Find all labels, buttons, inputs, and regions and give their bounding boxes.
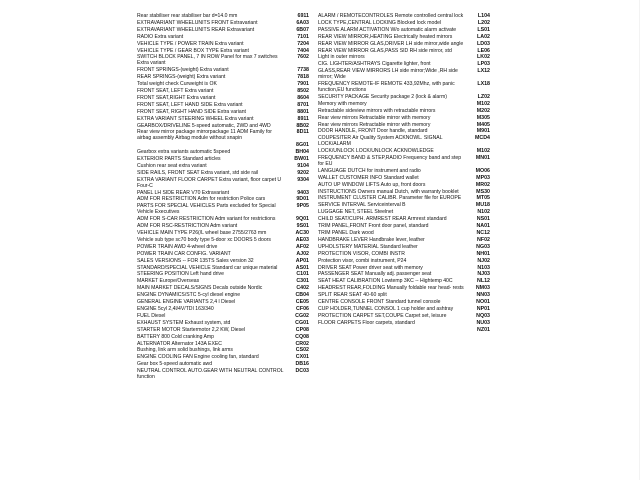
option-code: NG03	[476, 243, 490, 250]
option-description: STANDARD/SPECIAL VEHICLE Standard car unique material	[137, 264, 278, 271]
option-row	[318, 314, 490, 320]
option-description: VEHICLE TYPE / POWER TRAIN Extra variant	[137, 40, 244, 47]
option-description: BATTERY 800 Cold cranking Amp	[137, 333, 215, 340]
option-code: 9104	[297, 162, 309, 169]
option-code: 8604	[297, 94, 309, 101]
option-code: MCD4	[474, 135, 490, 142]
option-code: NJ02	[477, 257, 490, 264]
option-code: AE03	[295, 236, 309, 243]
option-row	[318, 169, 490, 175]
option-code: MT05	[476, 195, 490, 202]
option-description: SPLIT REAR SEAT 40-60 split	[318, 292, 387, 299]
option-row	[137, 55, 309, 67]
option-row	[318, 42, 490, 48]
option-description: PARTS FOR SPECIAL VEHICLES Parts excluded for Special Vehicle Executives	[137, 203, 276, 216]
option-description: SERVICE INTERVAL Serviceinterval B	[318, 202, 406, 209]
option-row	[318, 102, 490, 108]
option-description: Cushion rear seat extra variant	[137, 162, 207, 169]
option-code: DC03	[295, 368, 309, 375]
option-description: Memory with memory	[318, 100, 367, 107]
option-code: AS01	[295, 264, 309, 271]
option-row	[137, 178, 309, 190]
option-code: NM03	[475, 285, 490, 292]
option-description: MAIN MARKET DECALS/SIGNS Decals outside Nordic	[137, 285, 263, 292]
option-description: ENGINE COOLING FAN Engine cooling fan, standard	[137, 354, 259, 361]
option-code: CF06	[296, 305, 309, 312]
option-description: Retractable sideview mirrors with retractable mirrors	[318, 107, 436, 114]
option-description: POWER TRAIN AWD 4-wheel drive	[137, 243, 218, 250]
option-description: INSTRUCTIONS Owners manual Dutch, with warranty booklet	[318, 188, 459, 195]
option-description: RADIO Extra variant	[137, 33, 184, 40]
option-row	[137, 245, 309, 251]
option-code: CB04	[295, 292, 309, 299]
option-code: 9D01	[296, 196, 309, 203]
option-description: PANEL LH SIDE REAR V70 Extravariant	[137, 189, 230, 196]
option-code: NF02	[477, 236, 490, 243]
option-code: 9304	[297, 176, 309, 183]
option-code: 6A03	[296, 19, 309, 26]
option-code: LA02	[477, 33, 490, 40]
option-code: 8D11	[296, 129, 309, 136]
option-row	[137, 28, 309, 34]
option-description: ADM FOR RSC-RESTRICTION Adm variant	[137, 223, 238, 230]
option-code: 7404	[297, 47, 309, 54]
option-code: 8502	[297, 87, 309, 94]
option-description: SWITCH BLOCK PANEL, 7 IN ROW Panel for max 7 switches Extra variant	[137, 54, 278, 67]
option-row	[137, 252, 309, 258]
option-description: ADM FOR RESTRICTION Adm for restriction Police cars	[137, 196, 266, 203]
option-row	[318, 69, 490, 81]
option-description: Total weight check Curweight is OK	[137, 81, 217, 88]
option-code: M102	[476, 148, 490, 155]
option-description: Rear view mirror package mirrorpackage 11 ADM Family for airbag assembly Airbag module without snapin	[137, 129, 272, 142]
option-description: EXTERIOR PARTS Standard articles	[137, 156, 221, 163]
option-code: NH01	[476, 250, 490, 257]
option-row	[318, 21, 490, 27]
option-code: 7602	[297, 54, 309, 61]
option-code: LE06	[477, 47, 490, 54]
option-description: INSTRUMENT CLUSTER CALIBR. Parameter file for EUROPE	[318, 195, 462, 202]
option-description: REAR VIEW MIRROR,HEATING Electrically heated mirrors	[318, 33, 453, 40]
option-row	[318, 35, 490, 41]
option-description: SALES VERSIONS -- FOR 135TS Sales version 32	[137, 257, 254, 264]
option-row	[137, 130, 309, 142]
option-code: AC30	[295, 230, 309, 236]
option-description: COUPESITER Air Quality System ACKNOWL. SIGNAL LOCK/ALARM	[318, 135, 443, 148]
option-description: FRONT SEAT, LEFT HAND SIDE Extra variant	[137, 101, 243, 108]
option-description: ENGINE DYNAMICS/STC 5-cyl diesel engine	[137, 292, 241, 299]
option-code: L202	[477, 19, 490, 26]
option-code: 9202	[297, 169, 309, 176]
option-code: MU18	[475, 202, 490, 209]
option-row	[137, 204, 309, 216]
option-row	[318, 307, 490, 313]
option-row	[137, 307, 309, 313]
option-description: FUEL Diesel	[137, 312, 166, 319]
option-description: DOOR HANDLE, FRONT Door handle, standard	[318, 128, 428, 135]
option-description: GENERAL ENGINE VARIANTS 2,4 l Diesel	[137, 299, 236, 306]
option-code: 9S01	[296, 223, 309, 230]
option-row	[137, 335, 309, 341]
option-description: GLASS,REAR VIEW MIRRORS LH side mirror;Wide ,RH side mirror; Wide	[318, 68, 458, 81]
option-code: CG02	[295, 312, 309, 319]
option-row	[137, 89, 309, 95]
option-code: 7818	[297, 74, 309, 81]
option-description: SEAT HEAT CALIBRATION Lowtemp 3KC -- Hightemp 40C	[318, 278, 453, 285]
option-row	[318, 245, 490, 251]
option-description: AUTO UP WINDOW LIFTS Auto up, front doors	[318, 181, 426, 188]
option-code: M901	[476, 128, 490, 135]
option-code: 8G01	[296, 142, 309, 149]
option-code: M405	[476, 121, 490, 128]
option-row	[137, 21, 309, 27]
option-description: Light in outer mirrors	[318, 54, 365, 61]
option-description: PASSIVE ALARM ACTIVATION W/o automatic alarm activate	[318, 26, 457, 33]
option-row	[318, 28, 490, 34]
option-description: VEHICLE TYPE / GEAR BOX TYPE Extra variant	[137, 47, 249, 54]
option-description: EXHAUST SYSTEM Exhaust system, std	[137, 319, 231, 326]
right-column	[318, 14, 490, 335]
option-row	[137, 164, 309, 170]
option-description: TRIM PANEL,FRONT Front door panel, standard	[318, 223, 429, 230]
option-description: REAR VIEW MIRROR GLAS,PASS SID RH side mirror, std	[318, 47, 452, 54]
option-description: PROTECTION CARPET SET,COUPE Carpet set, leisure	[318, 312, 447, 319]
option-code: 8701	[297, 101, 309, 108]
option-code: M202	[476, 107, 490, 114]
option-code: C101	[296, 271, 309, 278]
option-code: CS02	[295, 347, 309, 354]
option-description: DRIVER SEAT Power driver seat with memory	[318, 264, 423, 271]
option-code: MS30	[476, 188, 490, 195]
option-row	[137, 259, 309, 265]
option-description: CUP HOLDER,TUNNEL CONSOL 1 cup holder and ashtray	[318, 305, 454, 312]
option-code: 7738	[297, 67, 309, 74]
option-code: AP01	[295, 257, 309, 264]
option-row	[318, 321, 490, 327]
option-code: MN01	[475, 155, 490, 162]
option-description: Rear view mirrors Retractable mirror with memory	[318, 121, 431, 128]
option-row	[318, 109, 490, 115]
option-description: VEHICLE MAIN TYPE P26(/L wheel base 2755/2763 mm	[137, 230, 267, 236]
option-code: LD03	[477, 40, 490, 47]
option-code: 8801	[297, 108, 309, 115]
option-row	[137, 238, 309, 244]
option-description: HANDBRAKE LEVER Handbrake lever, leather	[318, 236, 425, 243]
option-description: Rear stabiliser rear stabiliser bar d=14.0 mm	[137, 13, 238, 19]
option-description: FREQUENCY REMOTE-IF REMOTE 433,92Mhz, with panic function,EU functions	[318, 81, 455, 93]
option-row	[137, 314, 309, 320]
option-description: ALARM / REMOTECONTROLES Remote controlled central lock	[318, 13, 464, 19]
option-row	[318, 259, 490, 265]
option-description: LOCK TYPE,CENTRAL LOCKING Blocked lock model	[318, 19, 442, 26]
option-code: M305	[476, 114, 490, 121]
option-description: ADM FOR S-CAR RESTRICTION Adm variant for restrictions	[137, 216, 276, 223]
option-code: NA01	[476, 223, 490, 230]
option-description: Rear view mirrors Retractable mirror with memory	[318, 114, 431, 121]
option-row	[318, 252, 490, 258]
option-description: PROTECTION VISOR, COMBI INSTR	[318, 250, 405, 257]
option-code: LS01	[477, 26, 490, 33]
option-code: BW01	[294, 156, 309, 163]
option-code: 8911	[297, 115, 309, 122]
option-description: FLOOR CARPETS Floor carpets, standard	[318, 319, 415, 326]
option-code: 9P05	[296, 203, 309, 210]
option-description: LUGGAGE NET, STEEL Steelnet	[318, 209, 394, 216]
option-description: GEARBOX/DRIVELINE 5-speed automatic, 2WD and 4WD	[137, 122, 271, 129]
option-code: 6B07	[296, 26, 309, 33]
option-row	[137, 369, 309, 381]
option-row	[318, 156, 490, 168]
option-description: EXTRA VARIANT STEERING WHEEL Extra variant	[137, 115, 254, 122]
option-description: FRONT SEAT, LEFT Extra variant	[137, 87, 214, 94]
option-row	[137, 321, 309, 327]
option-description: TRIM PANEL Dark wood	[318, 230, 374, 236]
option-description: ENGINE 5cyl 2,4l/4V/TDI 163/340	[137, 305, 214, 312]
option-code: NQ03	[476, 312, 490, 319]
option-description: Bushing, link arm solid bushings, link arms	[137, 347, 233, 354]
option-row	[318, 183, 490, 189]
option-row	[137, 110, 309, 116]
option-description: STARTER MOTOR Startermotor 2,2 KW, Diesel	[137, 326, 246, 333]
option-code: LP03	[477, 61, 490, 68]
left-column	[137, 14, 309, 382]
option-row	[137, 103, 309, 109]
option-code: NS01	[476, 216, 490, 223]
option-description: EXTRAVARIANT WHEELUNITS REAR Extravariant	[137, 26, 255, 33]
option-row	[137, 171, 309, 177]
option-code: CQ08	[295, 333, 309, 340]
option-description: CHILD SEAT/CUPH. ARMREST REAR Armrest standard	[318, 216, 447, 223]
option-description: LANGUAGE DUTCH for instrument and radio	[318, 167, 421, 174]
option-code: CP08	[295, 326, 309, 333]
option-code: CG01	[295, 319, 309, 326]
document-sheet	[133, 13, 490, 476]
option-code: NU03	[476, 319, 490, 326]
option-row	[318, 176, 490, 182]
option-code: LX18	[477, 81, 490, 88]
option-description: NEUTRAL CONTROL AUTO.GEAR WITH NEUTRAL CONTROL function	[137, 368, 284, 381]
option-row	[318, 95, 490, 101]
option-description: Protection visor, combi instrument, P24	[318, 257, 407, 264]
option-description: ALTERNATOR Alternator 143A EXEC	[137, 340, 222, 347]
option-code: LZ02	[477, 93, 490, 100]
option-row	[137, 96, 309, 102]
option-row	[318, 116, 490, 122]
option-row	[137, 117, 309, 123]
option-description: HEADREST REAR,FOLDING Manually foldable rear head- rests	[318, 285, 464, 292]
option-row	[318, 82, 490, 94]
option-code: LX12	[477, 68, 490, 75]
option-code: 7204	[297, 40, 309, 47]
option-description: MARKET Europe/Overseas	[137, 278, 200, 285]
option-code: 7101	[297, 33, 309, 40]
option-description: REAR SPRINGS-(weight) Extra variant	[137, 74, 226, 81]
option-code: NP01	[476, 305, 490, 312]
option-code: 8B02	[296, 122, 309, 129]
option-description: LOCK/UNLOCK LOCK/UNLOCK ACKNOWLEDGE	[318, 148, 434, 155]
option-code: MR02	[475, 181, 490, 188]
option-row	[137, 42, 309, 48]
option-row	[318, 136, 490, 148]
option-code: BH04	[295, 149, 309, 156]
option-code: MP03	[476, 174, 490, 181]
option-code: LK02	[477, 54, 490, 61]
option-row	[137, 35, 309, 41]
option-description: EXTRAVARIANT WHEELUNITS FRONT Extravariant	[137, 19, 258, 26]
option-code: C301	[296, 278, 309, 285]
option-code: AF02	[296, 243, 309, 250]
option-description: SECURITY PACKAGE Security package 2 (lock & alarm)	[318, 93, 447, 100]
option-description: STEERING POSITION Left hand drive	[137, 271, 224, 278]
option-description: SIDE RAILS, FRONT SEAT Extra variant, std side rail	[137, 169, 259, 176]
option-description: WALLET CUSTOMER INFO Standard wallet	[318, 174, 419, 181]
option-code: NJ03	[477, 271, 490, 278]
option-description: FRONT SEAT,RIGHT Extra variant	[137, 94, 216, 101]
option-code: C402	[296, 285, 309, 292]
option-description: FRONT SEAT, RIGHT HAND SIDE Extra variant	[137, 108, 246, 115]
option-code: CR02	[295, 340, 309, 347]
option-code: M102	[476, 100, 490, 107]
option-code: 9403	[297, 189, 309, 196]
option-code: CX01	[295, 354, 309, 361]
option-description: UPHOLSTERY MATERIAL Standard leather	[318, 243, 418, 250]
option-description: CIG. LIGHTER/ASHTRAYS Cigarette lighter, front	[318, 61, 431, 68]
option-code: DB16	[295, 361, 309, 368]
option-code: 7901	[297, 81, 309, 88]
option-row	[137, 328, 309, 334]
option-code: CE05	[295, 299, 309, 306]
option-code: L104	[477, 13, 490, 19]
option-code: NO01	[476, 299, 490, 306]
option-code: 9Q01	[296, 216, 309, 223]
option-description: FREQUENCY BAND & STEP,RADIO Frequency band and step for EU	[318, 155, 462, 167]
option-description: FRONT SPRINGS-(weight) Extra variant	[137, 67, 229, 74]
option-code: N103	[477, 264, 490, 271]
option-description: CENTRE CONSOLE FRONT Standard tunnel console	[318, 299, 441, 306]
option-description: POWER TRAIN CAR CONFIG. VARIANT	[137, 250, 231, 257]
option-code: NC12	[476, 230, 490, 236]
option-description: PASSENGER SEAT Manually adj. passenger seat	[318, 271, 432, 278]
option-code: NN03	[476, 292, 490, 299]
option-description: Gearbox extra variants automatic 5speed	[137, 149, 231, 156]
option-code: MO06	[475, 167, 490, 174]
option-code: NL12	[477, 278, 490, 285]
option-row	[318, 238, 490, 244]
option-description: Vehicle sub type sc70 body type 5-door xc DOORS 5 doors	[137, 236, 271, 243]
option-code: 6911	[297, 13, 309, 19]
option-code: N102	[477, 209, 490, 216]
option-description: REAR VIEW MIRROR GLAS,DRIVER LH side mirror,wide angle	[318, 40, 464, 47]
option-description: Gear box 5-speed automatic awd	[137, 361, 213, 368]
option-row	[318, 328, 490, 334]
option-code: AJ02	[296, 250, 309, 257]
option-code: NZ01	[477, 326, 490, 333]
option-description: EXTRA VARIANT FLOOR CARPET Extra variant, floor carpet U Four-C	[137, 176, 282, 189]
